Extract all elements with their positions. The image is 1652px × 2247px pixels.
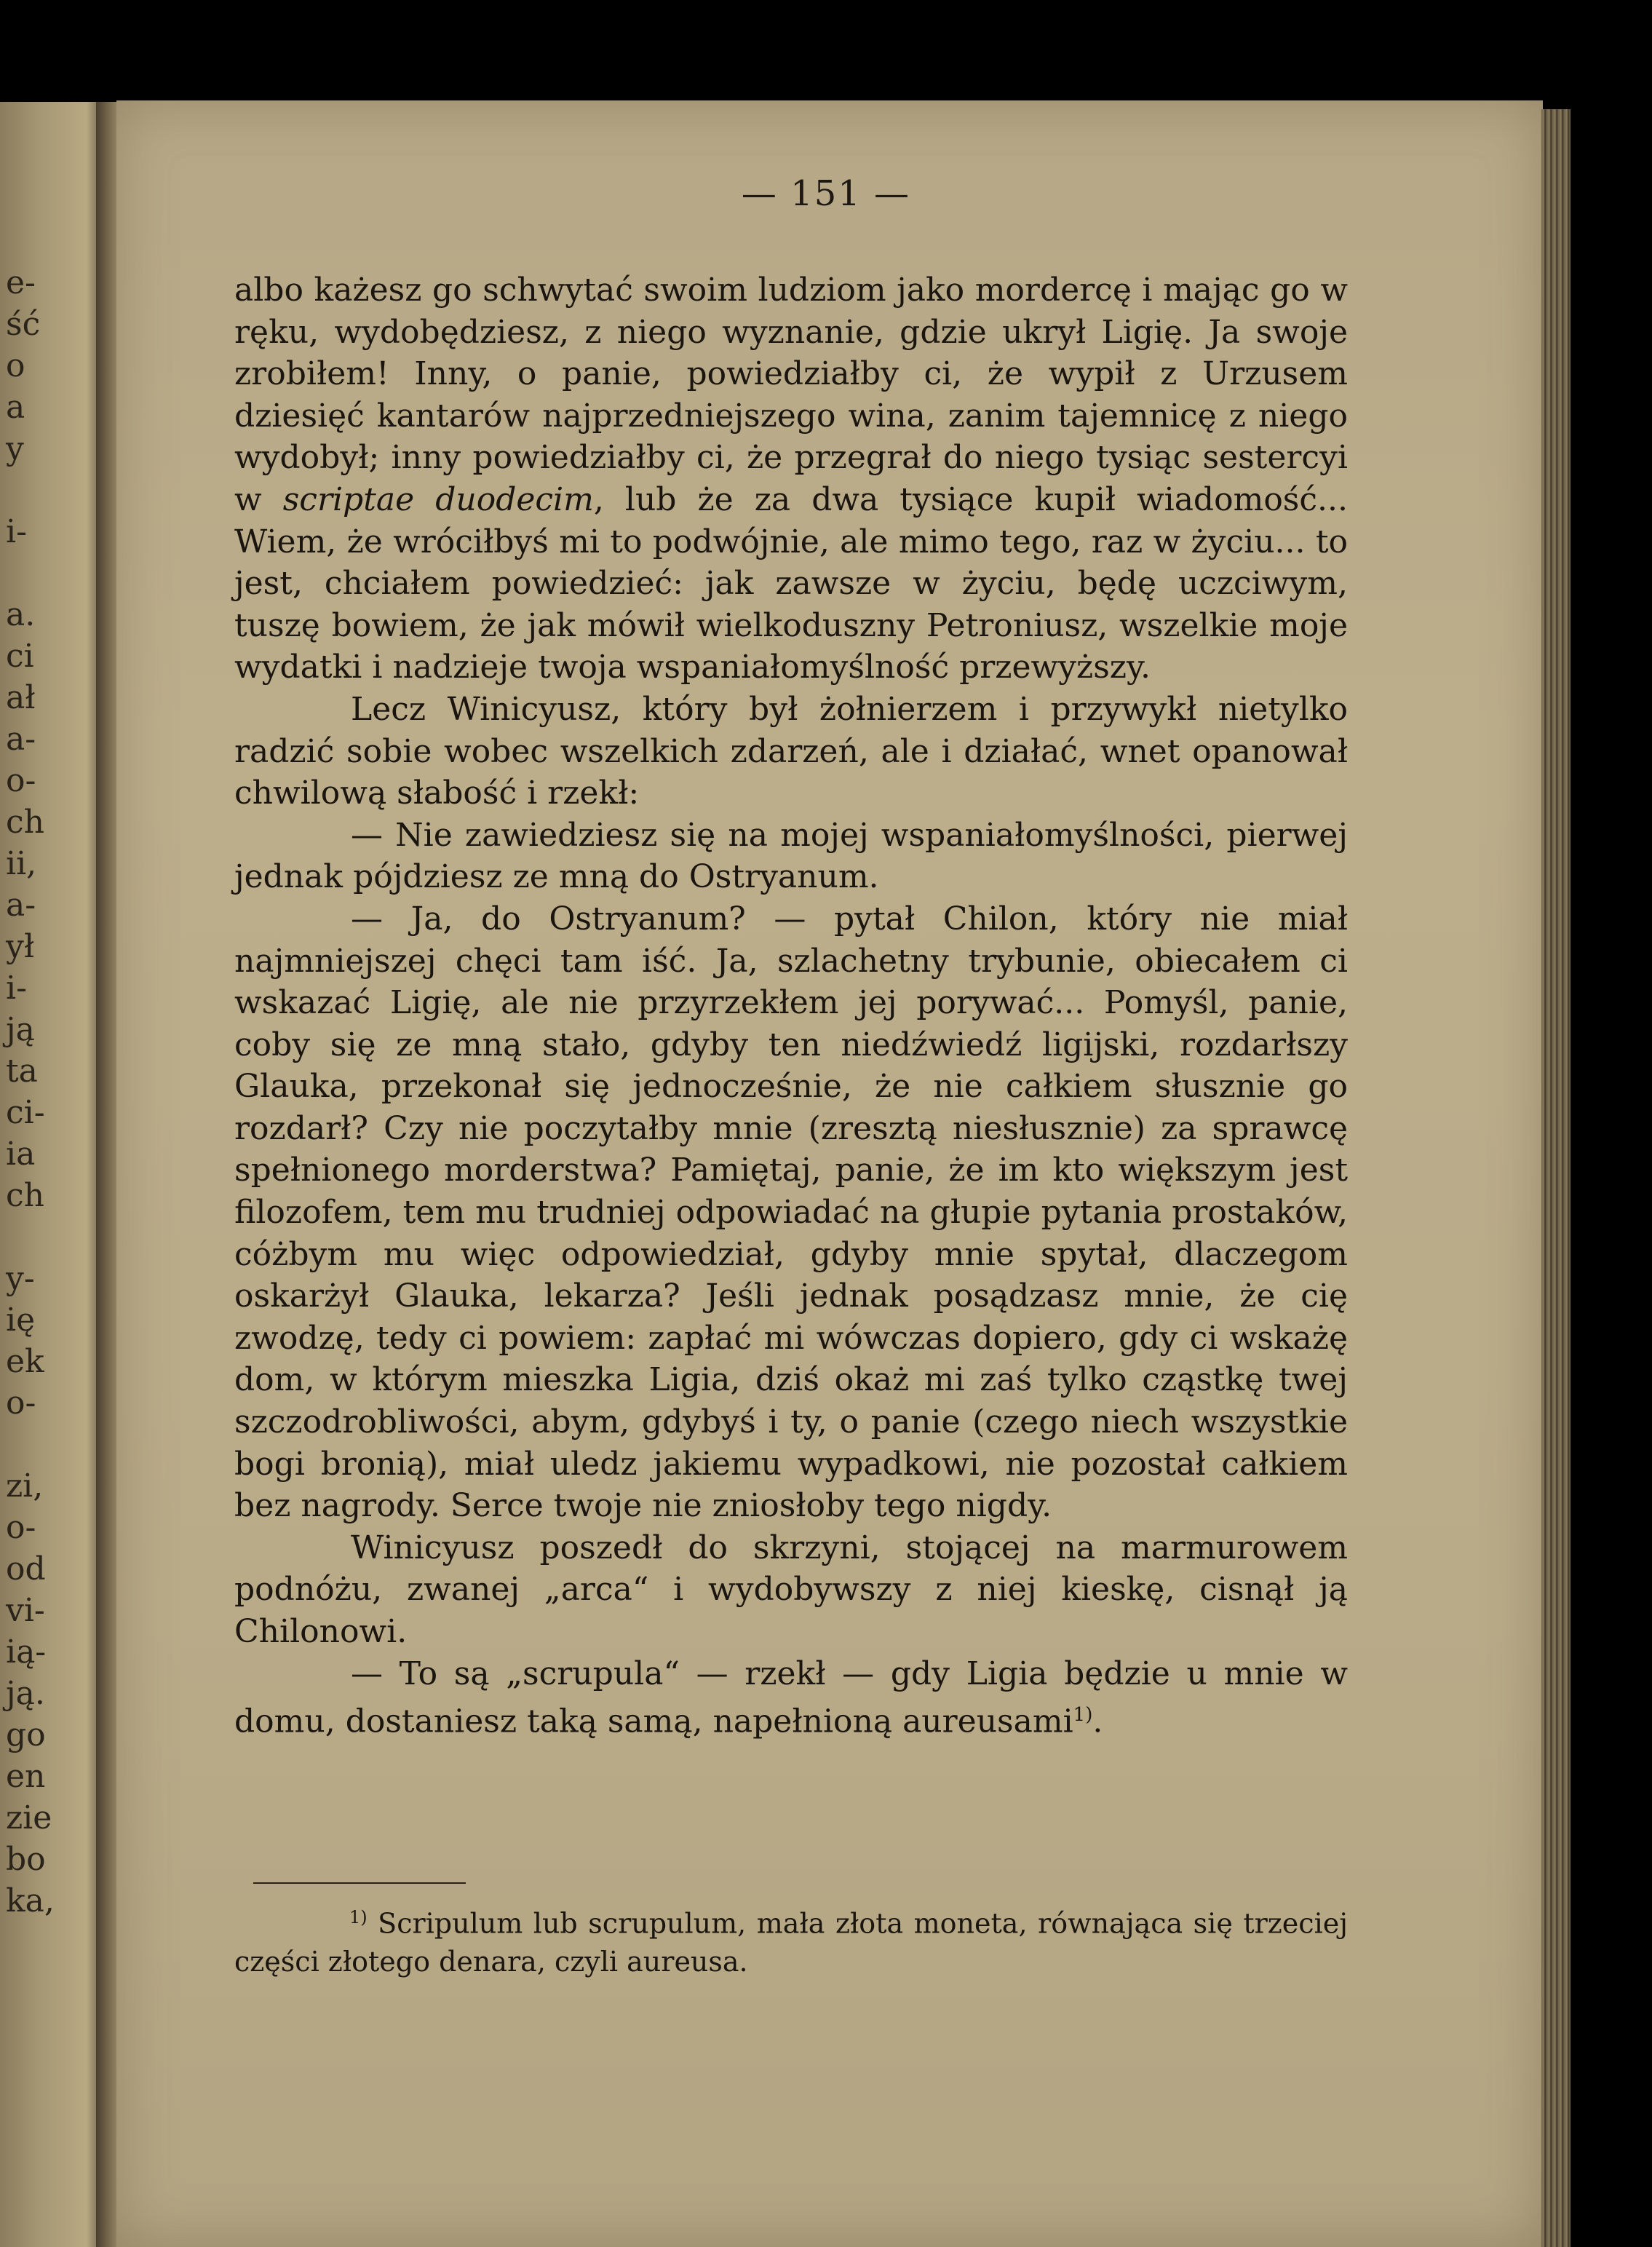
body-text: [234, 269, 1348, 1743]
italic-phrase: scriptae duodecim: [282, 480, 594, 518]
left-page-fragment: i-: [6, 970, 27, 1007]
paragraph-3: — Nie zawiedziesz się na mojej wspaniałomyślności, pierwej jednak pójdziesz ze mną do Ostryanum.: [234, 816, 1348, 896]
paragraph-4: — Ja, do Ostryanum? — pytał Chilon, który nie miał najmniejszej chęci tam iść. Ja, szlachetny trybunie, obiecałem ci wskazać Ligię, ale nie przyrzekłem jej porywać... Pomyśl, panie, coby się ze mną stało, gdyby ten niedźwiedź ligijski, rozdarłszy Glauka, przekonał się jednocześnie, że nie całkiem słusznie go rozdarł? Czy nie poczytałby mnie (zresztą niesłusznie) za sprawcę spełnionego morderstwa? Pamiętaj, panie, że im kto większym jest filozofem, tem mu trudniej odpowiadać na głupie pytania prostaków, cóżbym mu więc odpowiedział, gdyby mnie spytał, dlaczegom oskarżył Glauka, lekarza? Jeśli jednak posądzasz mnie, że cię zwodzę, tedy ci powiem: zapłać mi wówczas dopiero, gdy ci wskażę dom, w którym mieszka Ligia, dziś okaż mi zaś tylko cząstkę twej szczodrobliwości, abym, gdybyś i ty, o panie (czego niech wszystkie bogi bronią), miał uledz jakiemu wypadkowi, nie pozostał całkiem bez nagrody. Serce twoje nie zniosłoby tego nigdy.: [234, 900, 1348, 1525]
left-page-fragment: en: [6, 1758, 46, 1795]
left-page-fragment: ia: [6, 1136, 36, 1173]
left-page-fragment: o-: [6, 762, 36, 799]
left-page-fragment: ek: [6, 1343, 44, 1380]
left-page-fragment: ał: [6, 679, 36, 716]
left-page-fragment: o: [6, 347, 25, 384]
page-stack-edges: [1541, 109, 1570, 2247]
left-page-fragment: [6, 1424, 102, 1465]
left-page-fragment: ch: [6, 1177, 44, 1214]
left-page-fragment: ta: [6, 1053, 38, 1090]
paragraph-2: Lecz Winicyusz, który był żołnierzem i przywykł nietylko radzić sobie wobec wszelkich zdarzeń, ale i działać, wnet opanował chwilową słabość i rzekł:: [234, 690, 1348, 812]
paragraph-1: albo każesz go schwytać swoim ludziom jako mordercę i mając go w ręku, wydobędziesz, z niego wyznanie, gdzie ukrył Ligię. Ja swoje zrobiłem! Inny, o panie, powiedziałby ci, że wypił z Urzusem dziesięć kantarów najprzedniejszego wina, zanim tajemnicę z niego wydobył; inny powiedziałby ci, że przegrał do niego tysiąc sestercyi w scriptae duodecim, lub że za dwa tysiące kupił wiadomość... Wiem, że wróciłbyś mi to podwójnie, ale mimo tego, raz w życiu... to jest, chciałem powiedzieć: jak zawsze w życiu, będę uczciwym, tuszę bowiem, że jak mówił wielkoduszny Petroniusz, wszelkie moje wydatki i nadzieje twoja wspaniałomyślność przewyższy.: [234, 272, 1348, 686]
left-page-fragment: ją.: [6, 1675, 45, 1712]
footnote-text: Scripulum lub scrupulum, mała złota moneta, równająca się trzeciej części złotego denara, czyli aureusa.: [234, 1907, 1348, 1978]
page-number: — 151 —: [741, 173, 911, 214]
left-page-fragment: bo: [6, 1841, 46, 1878]
left-page-fragment: i-: [6, 513, 27, 550]
left-page-fragment: a-: [6, 887, 36, 924]
left-page-fragment: ją: [6, 1011, 35, 1048]
left-page-fragment: ię: [6, 1301, 36, 1339]
left-page-fragment: o-: [6, 1384, 36, 1422]
left-page-fragment: a.: [6, 596, 36, 633]
left-page-fragment: od: [6, 1550, 46, 1588]
left-page-fragment: zie: [6, 1799, 52, 1836]
left-page-edge: [0, 102, 102, 2247]
footnote: [234, 1898, 1348, 1981]
footnote-divider: [253, 1882, 466, 1884]
left-page-fragment: e-: [6, 264, 36, 301]
left-page-fragment: [6, 552, 102, 594]
footnote-reference: 1): [1073, 1704, 1093, 1727]
left-page-fragment: ii,: [6, 845, 37, 882]
left-page-fragment: ka,: [6, 1882, 55, 1919]
left-page-fragment: ść: [6, 306, 41, 343]
left-page-fragment: o-: [6, 1509, 36, 1546]
footnote-mark: 1): [349, 1907, 368, 1927]
left-page-fragment: ył: [6, 928, 35, 965]
left-page-fragment: [6, 469, 102, 511]
left-page-fragment: y: [6, 430, 24, 467]
left-page-fragment: go: [6, 1716, 46, 1753]
paragraph-5: Winicyusz poszedł do skrzyni, stojącej na marmurowem podnóżu, zwanej „arca“ i wydobywszy z niej kieskę, cisnął ją Chilonowi.: [234, 1529, 1348, 1650]
left-page-fragment: ci-: [6, 1094, 45, 1131]
left-page-fragment: zi,: [6, 1467, 44, 1505]
left-page-fragment: a: [6, 389, 25, 426]
left-page-fragment: y-: [6, 1260, 35, 1297]
paragraph-6: — To są „scrupula“ — rzekł — gdy Ligia będzie u mnie w domu, dostaniesz taką samą, napełnioną aureusami$^{1)}$.: [234, 1654, 1348, 1740]
left-page-fragment: vi-: [6, 1592, 45, 1629]
left-page-fragment: [6, 1216, 102, 1258]
left-page-fragment: ci: [6, 638, 34, 675]
left-page-fragment: ią-: [6, 1633, 47, 1671]
left-page-text-fragments: [0, 102, 102, 1922]
left-page-fragment: a-: [6, 721, 36, 758]
left-page-fragment: ch: [6, 804, 44, 841]
